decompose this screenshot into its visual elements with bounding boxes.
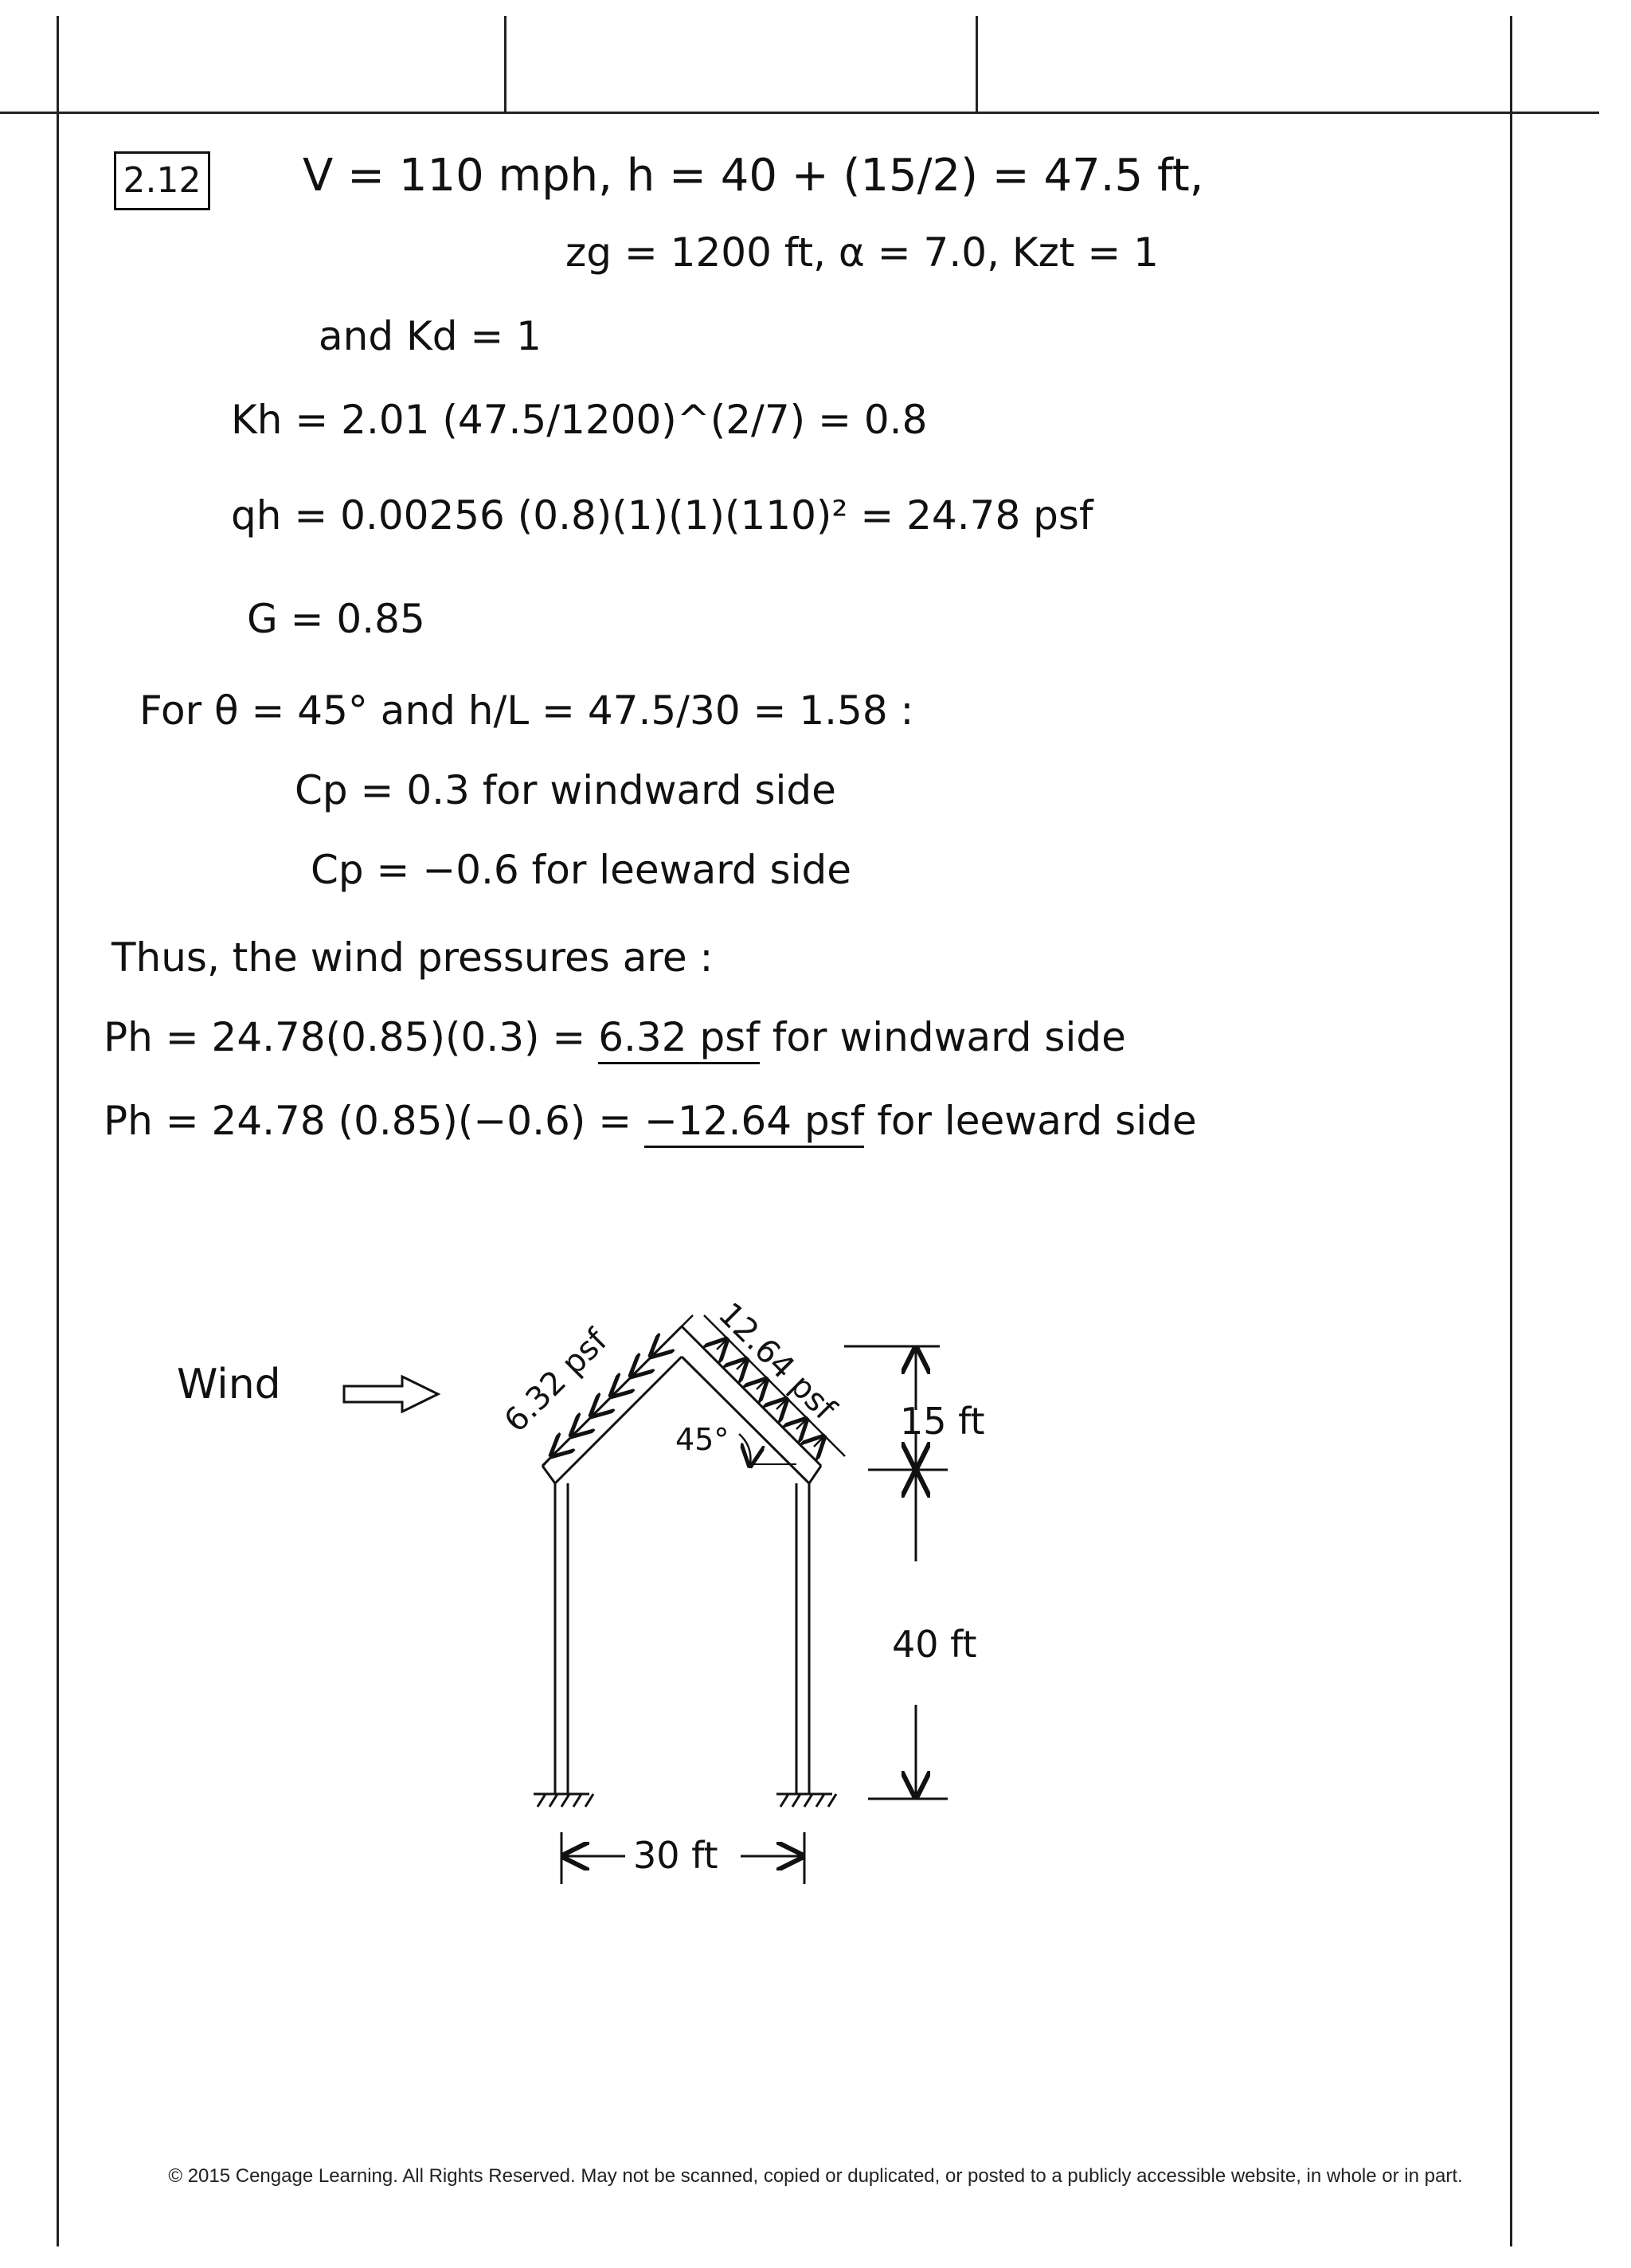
cp-windward: Cp = 0.3 for windward side xyxy=(295,767,836,813)
wind-label: Wind xyxy=(177,1361,281,1408)
leeward-pressure-expr: Ph = 24.78 (0.85)(−0.6) = xyxy=(104,1098,645,1144)
windward-pressure-note: for windward side xyxy=(759,1014,1126,1060)
eave-left xyxy=(542,1466,555,1483)
frame-left-line xyxy=(57,16,59,2246)
copyright-footer: © 2015 Cengage Learning. All Rights Reserved. May not be scanned, copied or duplicated, or posted to a publicly accessible website, in whole or in part. xyxy=(168,2165,1463,2187)
gust-factor: G = 0.85 xyxy=(247,596,425,642)
frame-header-divider-1 xyxy=(504,16,507,112)
qh-equation: qh = 0.00256 (0.8)(1)(1)(110)² = 24.78 psf xyxy=(231,492,1093,539)
eave-right xyxy=(809,1466,821,1483)
right-column xyxy=(796,1483,809,1794)
roof-height-label: 15 ft xyxy=(900,1400,985,1443)
angle-arc xyxy=(739,1434,750,1464)
left-column xyxy=(555,1483,568,1794)
problem-number: 2.12 xyxy=(114,151,210,210)
windward-load-arrows xyxy=(543,1315,693,1466)
frame-header-line xyxy=(0,112,1599,114)
leeward-pressure-note: for leeward side xyxy=(864,1098,1197,1144)
given-line-2: zg = 1200 ft, α = 7.0, Kzt = 1 xyxy=(565,229,1159,276)
theta-ratio-line: For θ = 45° and h/L = 47.5/30 = 1.58 : xyxy=(139,687,914,734)
span-dimension xyxy=(561,1832,804,1884)
left-support xyxy=(534,1794,593,1807)
roof-angle-label: 45° xyxy=(675,1422,729,1457)
right-support xyxy=(776,1794,836,1807)
cp-leeward: Cp = −0.6 for leeward side xyxy=(311,847,851,893)
windward-pressure-expr: Ph = 24.78(0.85)(0.3) = xyxy=(104,1014,599,1060)
frame-right-line xyxy=(1510,16,1512,2246)
given-line-3: and Kd = 1 xyxy=(319,313,542,359)
frame-header-divider-2 xyxy=(976,16,978,112)
windward-pressure-line xyxy=(104,1016,1126,1060)
leeward-pressure-value: −12.64 psf xyxy=(644,1098,864,1148)
windward-pressure-label: 6.32 psf xyxy=(497,1322,615,1440)
wind-pressures-intro: Thus, the wind pressures are : xyxy=(111,934,714,981)
leeward-pressure-line xyxy=(104,1099,1197,1143)
leeward-load-arrows xyxy=(704,1315,845,1456)
windward-pressure-value: 6.32 psf xyxy=(598,1014,760,1064)
leeward-pressure-label: 12.64 psf xyxy=(710,1295,843,1428)
roof-leeward-slope xyxy=(682,1326,821,1483)
roof-windward-slope xyxy=(542,1326,682,1483)
height-dimension xyxy=(844,1346,948,1799)
column-height-label: 40 ft xyxy=(892,1623,977,1666)
span-label: 30 ft xyxy=(633,1834,718,1877)
wind-arrow-icon xyxy=(344,1377,438,1412)
kh-equation: Kh = 2.01 (47.5/1200)^(2/7) = 0.8 xyxy=(231,397,928,443)
given-line-1: V = 110 mph, h = 40 + (15/2) = 47.5 ft, xyxy=(303,150,1204,202)
